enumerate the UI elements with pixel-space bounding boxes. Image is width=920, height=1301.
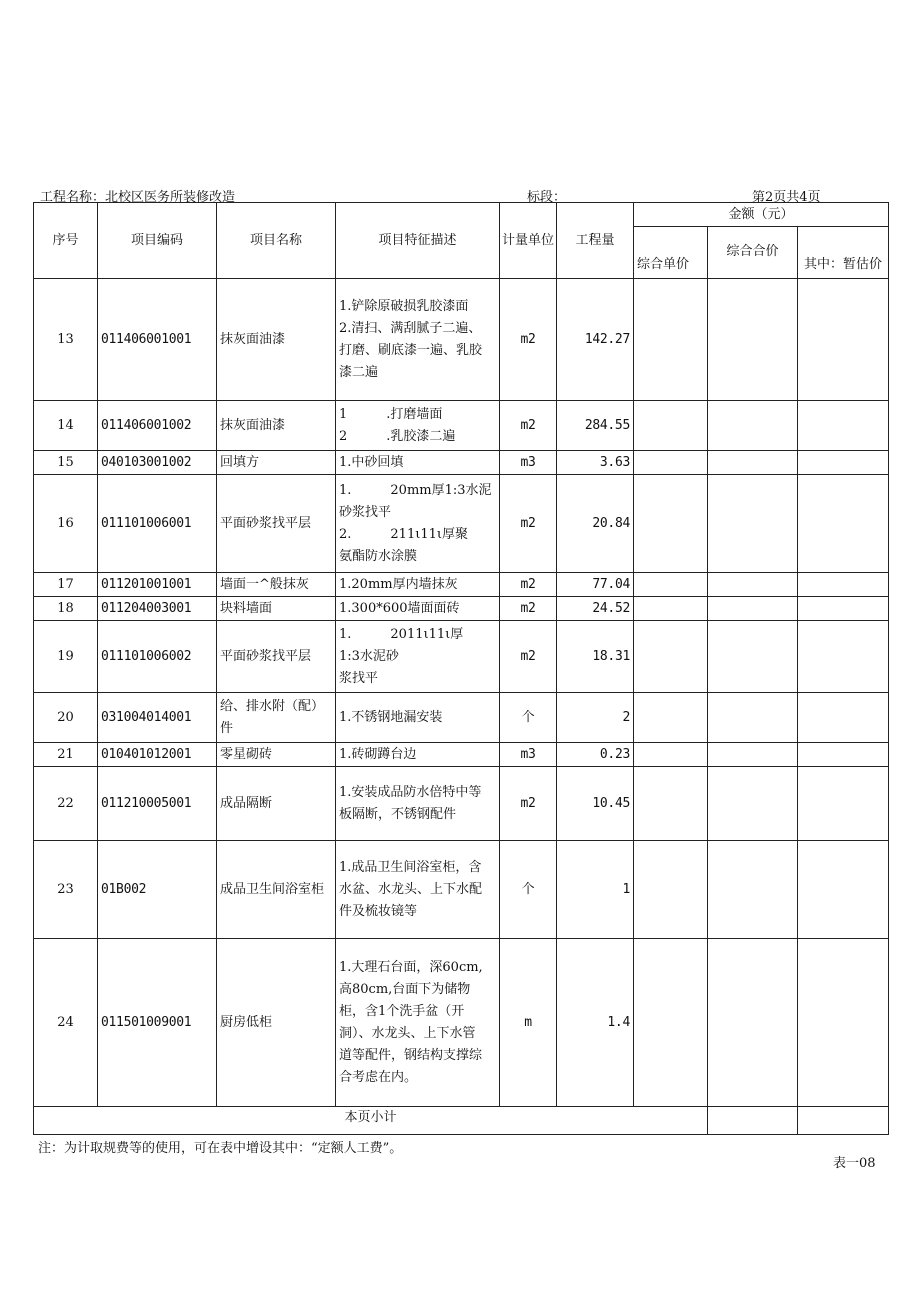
row-qty: 3.63 xyxy=(557,451,634,475)
row-code: 011101006001 xyxy=(98,475,217,573)
row-desc xyxy=(336,743,500,767)
row-desc-line: 1.中砂回填 xyxy=(339,454,404,470)
table-row xyxy=(34,939,889,1107)
row-total-price xyxy=(708,475,798,573)
subtotal-row xyxy=(34,1107,889,1135)
row-name xyxy=(217,597,336,621)
row-unit: m2 xyxy=(500,475,557,573)
row-total-price xyxy=(708,767,798,841)
row-unit: m3 xyxy=(500,743,557,767)
row-unit-price xyxy=(634,841,708,939)
row-code: 011201001001 xyxy=(98,573,217,597)
col-amount-header: 金额（元） xyxy=(634,203,889,227)
col-seq-header: 序号 xyxy=(34,203,98,279)
row-code: 010401012001 xyxy=(98,743,217,767)
row-desc-line: 板隔断，不锈钢配件 xyxy=(339,806,457,822)
row-seq: 23 xyxy=(34,841,98,939)
col-total-price-header: 综合合价 xyxy=(708,227,798,279)
bill-of-quantities-table xyxy=(33,202,889,1135)
row-provisional xyxy=(798,743,889,767)
row-desc xyxy=(336,573,500,597)
row-desc-line: 氨酯防水涂膜 xyxy=(339,548,418,564)
row-desc-line: 高80cm,台面下为储物 xyxy=(339,981,471,997)
row-seq: 16 xyxy=(34,475,98,573)
row-desc-line: 1.铲除原破损乳胶漆面 xyxy=(339,298,469,314)
row-qty: 77.04 xyxy=(557,573,634,597)
row-qty: 18.31 xyxy=(557,621,634,693)
row-desc-line: 1:3水泥砂 xyxy=(339,648,399,664)
row-unit-price xyxy=(634,475,708,573)
row-desc-line: 1.不锈钢地漏安装 xyxy=(339,709,443,725)
header-row xyxy=(34,203,889,227)
row-total-price xyxy=(708,401,798,451)
row-unit-price xyxy=(634,743,708,767)
row-code: 011204003001 xyxy=(98,597,217,621)
row-qty: 142.27 xyxy=(557,279,634,401)
row-desc-line: 合考虑在内。 xyxy=(339,1069,418,1085)
row-desc-line: 洞）、水龙头、上下水管 xyxy=(339,1025,476,1041)
row-provisional xyxy=(798,597,889,621)
row-provisional xyxy=(798,279,889,401)
row-name-line: 成品隔断 xyxy=(220,795,273,811)
row-unit: m xyxy=(500,939,557,1107)
row-desc-line: 2. 211ι11ι厚聚 xyxy=(339,526,468,542)
row-seq: 22 xyxy=(34,767,98,841)
row-provisional xyxy=(798,475,889,573)
col-qty-header: 工程量 xyxy=(557,203,634,279)
row-unit-price xyxy=(634,939,708,1107)
row-seq: 18 xyxy=(34,597,98,621)
row-unit: m2 xyxy=(500,401,557,451)
row-name-line: 零星砌砖 xyxy=(220,746,273,762)
row-name xyxy=(217,573,336,597)
row-desc-line: 打磨、刷底漆一遍、乳胶 xyxy=(339,342,483,358)
row-name-line: 抹灰面油漆 xyxy=(220,331,286,347)
table-row xyxy=(34,451,889,475)
row-name-line: 厨房低柜 xyxy=(220,1014,273,1030)
row-desc-line: 1.大理石台面，深60cm, xyxy=(339,959,483,975)
row-seq: 14 xyxy=(34,401,98,451)
row-qty: 10.45 xyxy=(557,767,634,841)
row-seq: 21 xyxy=(34,743,98,767)
row-desc xyxy=(336,597,500,621)
row-qty: 0.23 xyxy=(557,743,634,767)
row-unit-price xyxy=(634,767,708,841)
row-desc xyxy=(336,451,500,475)
row-code: 031004014001 xyxy=(98,693,217,743)
row-total-price xyxy=(708,451,798,475)
row-name-line: 平面砂浆找平层 xyxy=(220,648,312,664)
row-provisional xyxy=(798,841,889,939)
row-name xyxy=(217,279,336,401)
col-desc-header: 项目特征描述 xyxy=(336,203,500,279)
row-code: 011406001002 xyxy=(98,401,217,451)
row-provisional xyxy=(798,767,889,841)
row-desc-line: 柜，含1个洗手盆（开 xyxy=(339,1003,465,1019)
row-total-price xyxy=(708,743,798,767)
project-name: 工程名称：北校区医务所装修改造 xyxy=(40,190,236,205)
row-seq: 13 xyxy=(34,279,98,401)
table-row xyxy=(34,475,889,573)
row-desc xyxy=(336,939,500,1107)
row-unit: 个 xyxy=(500,841,557,939)
table-row xyxy=(34,573,889,597)
page-indicator: 第2页共4页 xyxy=(752,190,821,205)
row-unit: m2 xyxy=(500,573,557,597)
row-unit: m2 xyxy=(500,279,557,401)
row-name-line: 抹灰面油漆 xyxy=(220,417,286,433)
col-name-header: 项目名称 xyxy=(217,203,336,279)
row-code: 040103001002 xyxy=(98,451,217,475)
col-code-header: 项目编码 xyxy=(98,203,217,279)
row-total-price xyxy=(708,573,798,597)
row-qty: 284.55 xyxy=(557,401,634,451)
row-name xyxy=(217,693,336,743)
row-desc-line: 2 .乳胶漆二遍 xyxy=(339,428,456,444)
row-name xyxy=(217,743,336,767)
row-provisional xyxy=(798,939,889,1107)
row-provisional xyxy=(798,693,889,743)
table-row xyxy=(34,743,889,767)
subtotal-provisional xyxy=(798,1107,889,1135)
row-desc-line: 道等配件，钢结构支撑综 xyxy=(339,1047,483,1063)
table-row xyxy=(34,279,889,401)
row-name-line: 回填方 xyxy=(220,454,260,470)
row-qty: 24.52 xyxy=(557,597,634,621)
row-total-price xyxy=(708,693,798,743)
row-provisional xyxy=(798,401,889,451)
row-unit: 个 xyxy=(500,693,557,743)
footnote: 注：为计取规费等的使用，可在表中增设其中：“定额人工费”。 xyxy=(38,1141,403,1156)
row-name-line: 成品卫生间浴室柜 xyxy=(220,881,325,897)
row-name xyxy=(217,841,336,939)
row-desc-line: 1.300*600墙面面砖 xyxy=(339,600,460,616)
row-name xyxy=(217,767,336,841)
row-desc xyxy=(336,841,500,939)
table-row xyxy=(34,767,889,841)
row-unit: m2 xyxy=(500,621,557,693)
row-seq: 20 xyxy=(34,693,98,743)
row-desc-line: 件及梳妆镜等 xyxy=(339,903,418,919)
col-unit-price-header: 综合单价 xyxy=(634,227,708,279)
row-unit-price xyxy=(634,401,708,451)
row-desc xyxy=(336,475,500,573)
row-code: 011210005001 xyxy=(98,767,217,841)
row-desc-line: 1.安装成品防水倍特中等 xyxy=(339,784,482,800)
row-qty: 2 xyxy=(557,693,634,743)
row-desc xyxy=(336,279,500,401)
row-seq: 19 xyxy=(34,621,98,693)
row-desc-line: 1.砖砌蹲台边 xyxy=(339,746,417,762)
row-name xyxy=(217,475,336,573)
row-code: 011406001001 xyxy=(98,279,217,401)
table-body xyxy=(34,203,889,1135)
row-name-line: 平面砂浆找平层 xyxy=(220,515,312,531)
row-name-line: 件 xyxy=(220,720,234,736)
row-total-price xyxy=(708,939,798,1107)
row-seq: 17 xyxy=(34,573,98,597)
subtotal-total-price xyxy=(708,1107,798,1135)
row-name xyxy=(217,451,336,475)
col-provisional-header: 其中：暂估价 xyxy=(798,227,889,279)
subtotal-label: 本页小计 xyxy=(34,1107,708,1135)
section-label: 标段： xyxy=(527,190,567,205)
row-unit-price xyxy=(634,621,708,693)
row-seq: 15 xyxy=(34,451,98,475)
row-desc-line: 水盆、水龙头、上下水配 xyxy=(339,881,483,897)
table-row xyxy=(34,693,889,743)
row-name-line: 墙面一^般抹灰 xyxy=(220,576,309,592)
row-name-line: 块料墙面 xyxy=(220,600,273,616)
row-provisional xyxy=(798,621,889,693)
row-code: 01B002 xyxy=(98,841,217,939)
row-name-line: 给、排水附（配） xyxy=(220,698,325,714)
table-row xyxy=(34,841,889,939)
row-unit: m2 xyxy=(500,767,557,841)
row-desc-line: 浆找平 xyxy=(339,670,379,686)
row-desc-line: 2.清扫、满刮腻子二遍、 xyxy=(339,320,482,336)
row-desc-line: 1. 2011ι11ι厚 xyxy=(339,626,464,642)
row-unit-price xyxy=(634,597,708,621)
row-code: 011501009001 xyxy=(98,939,217,1107)
row-desc xyxy=(336,401,500,451)
row-unit-price xyxy=(634,693,708,743)
table-row xyxy=(34,401,889,451)
col-unit-header: 计量单位 xyxy=(500,203,557,279)
row-total-price xyxy=(708,621,798,693)
row-qty: 1.4 xyxy=(557,939,634,1107)
row-code: 011101006002 xyxy=(98,621,217,693)
row-desc-line: 1 .打磨墙面 xyxy=(339,406,443,422)
row-desc xyxy=(336,693,500,743)
row-unit-price xyxy=(634,451,708,475)
row-desc-line: 漆二遍 xyxy=(339,364,379,380)
row-desc xyxy=(336,621,500,693)
table-row xyxy=(34,621,889,693)
row-desc-line: 1. 20mm厚1:3水泥 xyxy=(339,482,492,498)
row-total-price xyxy=(708,597,798,621)
row-desc-line: 1.成品卫生间浴室柜，含 xyxy=(339,859,482,875)
row-unit-price xyxy=(634,573,708,597)
row-name xyxy=(217,939,336,1107)
row-desc xyxy=(336,767,500,841)
row-unit: m2 xyxy=(500,597,557,621)
row-name xyxy=(217,621,336,693)
row-qty: 20.84 xyxy=(557,475,634,573)
row-name xyxy=(217,401,336,451)
row-qty: 1 xyxy=(557,841,634,939)
row-provisional xyxy=(798,573,889,597)
row-seq: 24 xyxy=(34,939,98,1107)
table-row xyxy=(34,597,889,621)
row-total-price xyxy=(708,841,798,939)
form-number: 表一08 xyxy=(833,1156,876,1171)
row-desc-line: 砂浆找平 xyxy=(339,504,392,520)
row-unit-price xyxy=(634,279,708,401)
row-desc-line: 1.20mm厚内墙抹灰 xyxy=(339,576,458,592)
row-total-price xyxy=(708,279,798,401)
row-provisional xyxy=(798,451,889,475)
row-unit: m3 xyxy=(500,451,557,475)
